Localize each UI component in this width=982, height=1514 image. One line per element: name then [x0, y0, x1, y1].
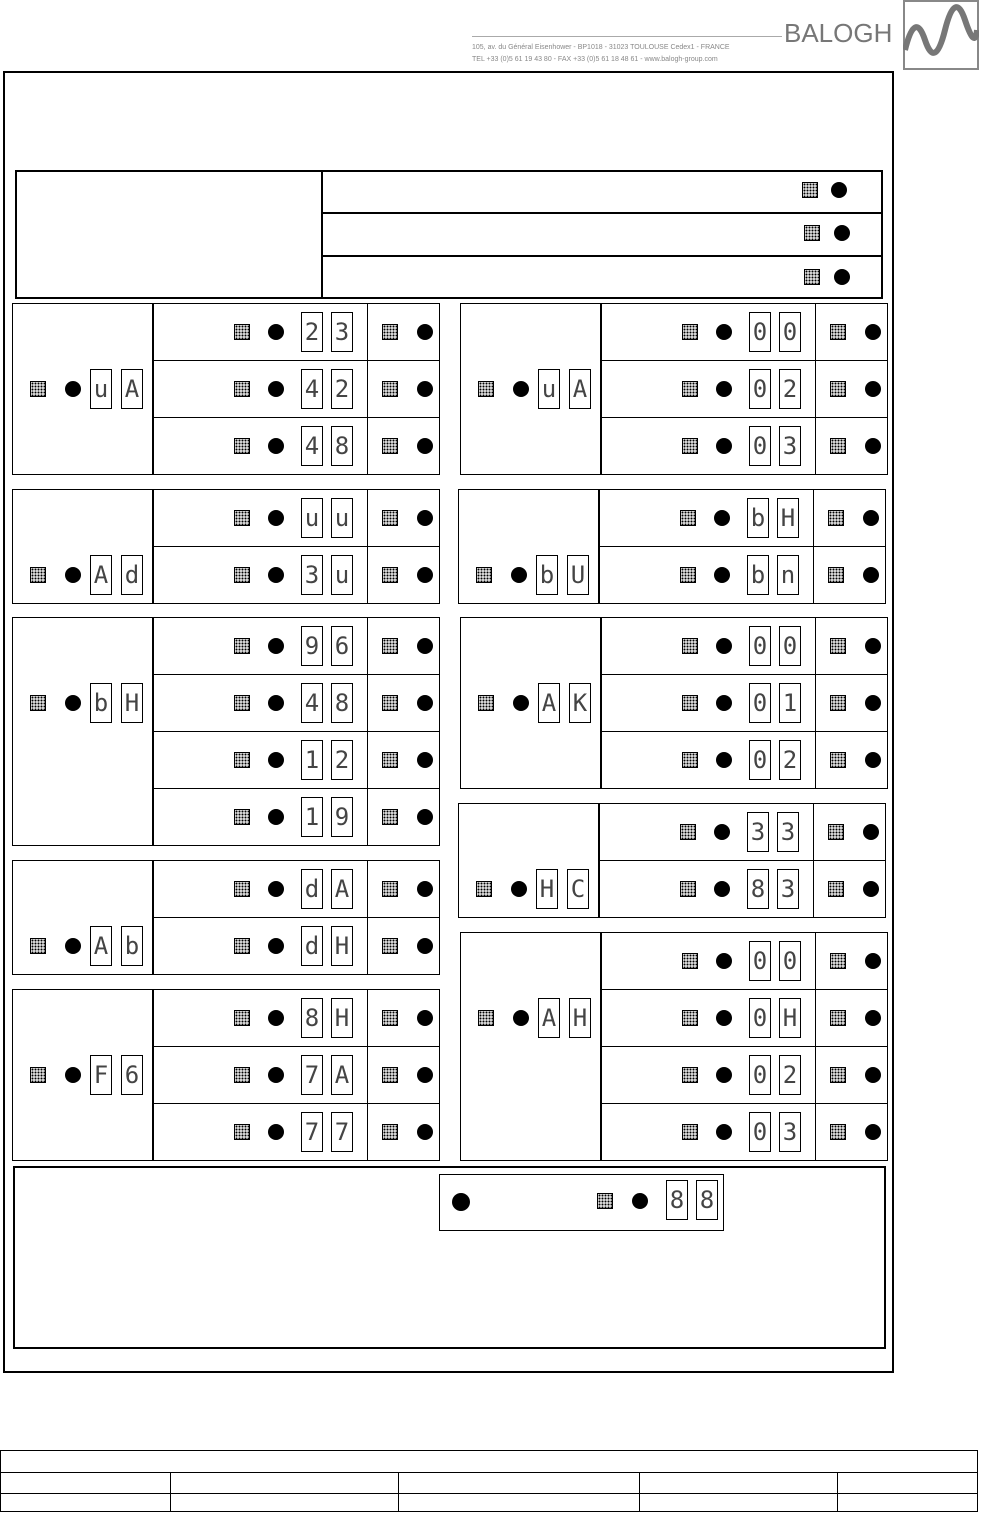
group-code-digit: u	[538, 369, 560, 409]
row-square-indicator	[234, 324, 250, 340]
group-dot-indicator	[65, 1067, 81, 1083]
group-code-digit: H	[536, 869, 558, 909]
group-row-line	[153, 1103, 440, 1104]
row-square-indicator	[382, 752, 398, 768]
row-code-digit: 2	[331, 369, 353, 409]
row-code-digit: 3	[331, 312, 353, 352]
header-rule	[472, 36, 782, 37]
row-code-digit: H	[331, 926, 353, 966]
group-row-line	[599, 546, 886, 547]
row-dot-indicator	[716, 438, 732, 454]
status-dot-indicator	[831, 182, 847, 198]
group-row-line	[153, 360, 440, 361]
row-code-digit: 3	[777, 869, 799, 909]
row-dot-indicator	[268, 1067, 284, 1083]
row-dot-indicator	[863, 824, 879, 840]
row-dot-indicator	[865, 953, 881, 969]
row-code-digit: 7	[301, 1112, 323, 1152]
row-code-digit: d	[301, 869, 323, 909]
row-code-digit: 9	[331, 797, 353, 837]
row-code-digit: 2	[331, 740, 353, 780]
row-dot-indicator	[268, 567, 284, 583]
table-col-line	[398, 1472, 399, 1512]
row-square-indicator	[830, 1010, 846, 1026]
row-square-indicator	[682, 638, 698, 654]
row-code-digit: 0	[779, 312, 801, 352]
row-code-digit: 6	[331, 626, 353, 666]
row-code-digit: 0	[779, 941, 801, 981]
row-dot-indicator	[865, 695, 881, 711]
row-dot-indicator	[716, 695, 732, 711]
row-dot-indicator	[714, 567, 730, 583]
group-divider	[600, 617, 602, 789]
row-code-digit: d	[301, 926, 323, 966]
row-dot-indicator	[417, 1124, 433, 1140]
group-code-digit: b	[121, 926, 143, 966]
status-square-indicator	[804, 269, 820, 285]
row-square-indicator	[382, 381, 398, 397]
group-row-line	[601, 360, 888, 361]
group-row-line	[601, 989, 888, 990]
row-square-indicator	[382, 809, 398, 825]
row-square-indicator	[234, 438, 250, 454]
row-code-digit: 8	[301, 998, 323, 1038]
row-code-digit: H	[777, 498, 799, 538]
row-square-indicator	[830, 438, 846, 454]
row-dot-indicator	[417, 695, 433, 711]
summary-row-line	[322, 212, 882, 214]
row-dot-indicator	[716, 1010, 732, 1026]
group-divider	[367, 989, 368, 1161]
row-code-digit: 0	[779, 626, 801, 666]
group-divider	[600, 303, 602, 475]
address-line-1: 105, av. du Général Eisenhower - BP1018 - 31023 TOULOUSE Cedex1 - FRANCE	[472, 44, 730, 51]
group-dot-indicator	[511, 567, 527, 583]
row-dot-indicator	[417, 438, 433, 454]
footer-digit: 8	[696, 1180, 718, 1220]
row-square-indicator	[680, 824, 696, 840]
row-dot-indicator	[865, 438, 881, 454]
row-code-digit: b	[747, 498, 769, 538]
row-square-indicator	[382, 438, 398, 454]
group-dot-indicator	[65, 567, 81, 583]
row-code-digit: 0	[749, 740, 771, 780]
row-dot-indicator	[417, 324, 433, 340]
row-code-digit: u	[301, 498, 323, 538]
group-square-indicator	[476, 567, 492, 583]
row-square-indicator	[234, 638, 250, 654]
group-square-indicator	[478, 1010, 494, 1026]
row-square-indicator	[682, 695, 698, 711]
table-col-line	[837, 1472, 838, 1512]
row-square-indicator	[234, 938, 250, 954]
row-code-digit: 3	[747, 812, 769, 852]
group-dot-indicator	[65, 938, 81, 954]
table-row-line	[1, 1472, 977, 1473]
row-square-indicator	[382, 1067, 398, 1083]
row-dot-indicator	[268, 938, 284, 954]
row-code-digit: A	[331, 869, 353, 909]
row-square-indicator	[682, 324, 698, 340]
group-row-line	[601, 417, 888, 418]
group-code-digit: b	[536, 555, 558, 595]
group-code-digit: A	[90, 555, 112, 595]
row-dot-indicator	[417, 567, 433, 583]
row-square-indicator	[382, 1124, 398, 1140]
row-dot-indicator	[417, 510, 433, 526]
row-code-digit: 3	[779, 1112, 801, 1152]
group-divider	[152, 989, 154, 1161]
group-divider	[152, 303, 154, 475]
row-dot-indicator	[865, 1010, 881, 1026]
group-square-indicator	[30, 381, 46, 397]
row-square-indicator	[382, 881, 398, 897]
row-code-digit: b	[747, 555, 769, 595]
group-row-line	[153, 917, 440, 918]
row-square-indicator	[830, 1124, 846, 1140]
row-code-digit: 0	[749, 1112, 771, 1152]
group-row-line	[153, 731, 440, 732]
row-dot-indicator	[863, 881, 879, 897]
row-square-indicator	[234, 1010, 250, 1026]
row-square-indicator	[830, 752, 846, 768]
row-dot-indicator	[865, 381, 881, 397]
group-square-indicator	[30, 567, 46, 583]
group-divider	[367, 303, 368, 475]
row-square-indicator	[828, 881, 844, 897]
row-square-indicator	[830, 324, 846, 340]
row-square-indicator	[234, 567, 250, 583]
row-dot-indicator	[268, 438, 284, 454]
group-dot-indicator	[513, 381, 529, 397]
row-dot-indicator	[417, 881, 433, 897]
row-code-digit: 3	[777, 812, 799, 852]
row-dot-indicator	[716, 381, 732, 397]
row-square-indicator	[234, 381, 250, 397]
row-dot-indicator	[268, 510, 284, 526]
row-dot-indicator	[268, 809, 284, 825]
row-square-indicator	[382, 510, 398, 526]
row-square-indicator	[382, 695, 398, 711]
group-row-line	[599, 860, 886, 861]
row-square-indicator	[828, 824, 844, 840]
row-code-digit: u	[331, 498, 353, 538]
row-dot-indicator	[865, 1067, 881, 1083]
row-square-indicator	[682, 438, 698, 454]
row-square-indicator	[234, 881, 250, 897]
row-square-indicator	[830, 953, 846, 969]
group-row-line	[153, 788, 440, 789]
row-square-indicator	[382, 938, 398, 954]
group-code-digit: A	[538, 998, 560, 1038]
group-code-digit: d	[121, 555, 143, 595]
status-dot-indicator	[834, 269, 850, 285]
row-square-indicator	[382, 638, 398, 654]
row-code-digit: 0	[749, 426, 771, 466]
row-code-digit: 4	[301, 369, 323, 409]
row-dot-indicator	[716, 1124, 732, 1140]
group-dot-indicator	[511, 881, 527, 897]
row-dot-indicator	[716, 638, 732, 654]
row-dot-indicator	[865, 752, 881, 768]
row-code-digit: 8	[331, 426, 353, 466]
status-square-indicator	[804, 225, 820, 241]
row-code-digit: 3	[301, 555, 323, 595]
row-square-indicator	[234, 752, 250, 768]
row-code-digit: 7	[301, 1055, 323, 1095]
row-square-indicator	[830, 638, 846, 654]
group-square-indicator	[30, 1067, 46, 1083]
row-dot-indicator	[716, 324, 732, 340]
row-code-digit: H	[779, 998, 801, 1038]
row-code-digit: 2	[301, 312, 323, 352]
row-dot-indicator	[716, 953, 732, 969]
row-square-indicator	[830, 381, 846, 397]
group-row-line	[601, 674, 888, 675]
row-dot-indicator	[268, 695, 284, 711]
row-code-digit: 4	[301, 426, 323, 466]
group-row-line	[153, 546, 440, 547]
table-row-line	[1, 1493, 977, 1494]
footer-digit: 8	[666, 1180, 688, 1220]
row-dot-indicator	[268, 638, 284, 654]
row-square-indicator	[382, 324, 398, 340]
group-dot-indicator	[513, 695, 529, 711]
summary-row-line	[322, 255, 882, 257]
row-code-digit: 4	[301, 683, 323, 723]
row-dot-indicator	[716, 752, 732, 768]
row-square-indicator	[830, 1067, 846, 1083]
row-square-indicator	[382, 1010, 398, 1026]
row-code-digit: 1	[779, 683, 801, 723]
group-code-digit: C	[567, 869, 589, 909]
row-dot-indicator	[268, 1124, 284, 1140]
row-code-digit: 8	[747, 869, 769, 909]
row-code-digit: A	[331, 1055, 353, 1095]
row-square-indicator	[234, 695, 250, 711]
row-code-digit: n	[777, 555, 799, 595]
row-code-digit: 1	[301, 797, 323, 837]
group-divider	[815, 617, 816, 789]
row-square-indicator	[682, 752, 698, 768]
summary-box	[15, 170, 883, 299]
summary-divider	[321, 171, 323, 298]
row-dot-indicator	[863, 567, 879, 583]
group-dot-indicator	[513, 1010, 529, 1026]
footer-square-indicator	[597, 1193, 613, 1209]
group-dot-indicator	[65, 695, 81, 711]
row-code-digit: 2	[779, 369, 801, 409]
row-dot-indicator	[268, 752, 284, 768]
row-code-digit: 9	[301, 626, 323, 666]
row-dot-indicator	[863, 510, 879, 526]
document-footer-table	[0, 1450, 978, 1512]
row-dot-indicator	[865, 638, 881, 654]
group-code-digit: u	[90, 369, 112, 409]
row-dot-indicator	[417, 809, 433, 825]
row-code-digit: 7	[331, 1112, 353, 1152]
row-square-indicator	[828, 567, 844, 583]
row-square-indicator	[234, 510, 250, 526]
table-col-line	[170, 1472, 171, 1512]
group-code-digit: b	[90, 683, 112, 723]
row-code-digit: 0	[749, 312, 771, 352]
group-square-indicator	[478, 695, 494, 711]
row-square-indicator	[234, 809, 250, 825]
table-col-line	[639, 1472, 640, 1512]
row-code-digit: 0	[749, 683, 771, 723]
row-dot-indicator	[714, 881, 730, 897]
row-code-digit: 0	[749, 369, 771, 409]
footer-dot-indicator	[452, 1193, 470, 1211]
row-square-indicator	[234, 1067, 250, 1083]
row-code-digit: 8	[331, 683, 353, 723]
row-code-digit: 2	[779, 740, 801, 780]
group-row-line	[153, 674, 440, 675]
row-code-digit: H	[331, 998, 353, 1038]
group-square-indicator	[476, 881, 492, 897]
group-square-indicator	[478, 381, 494, 397]
row-square-indicator	[830, 695, 846, 711]
row-square-indicator	[682, 1067, 698, 1083]
row-code-digit: 0	[749, 1055, 771, 1095]
group-code-digit: A	[121, 369, 143, 409]
row-square-indicator	[680, 567, 696, 583]
row-square-indicator	[682, 953, 698, 969]
row-dot-indicator	[417, 638, 433, 654]
row-dot-indicator	[714, 824, 730, 840]
row-square-indicator	[234, 1124, 250, 1140]
group-code-digit: A	[90, 926, 112, 966]
group-code-digit: K	[569, 683, 591, 723]
address-line-2: TEL +33 (0)5 61 19 43 80 - FAX +33 (0)5 61 18 48 61 - www.balogh-group.com	[472, 56, 718, 63]
status-dot-indicator	[834, 225, 850, 241]
row-dot-indicator	[417, 938, 433, 954]
group-square-indicator	[30, 695, 46, 711]
footer-dot-indicator-2	[632, 1193, 648, 1209]
row-code-digit: 0	[749, 626, 771, 666]
group-code-digit: A	[569, 369, 591, 409]
row-dot-indicator	[417, 1010, 433, 1026]
group-code-digit: H	[569, 998, 591, 1038]
row-code-digit: 2	[779, 1055, 801, 1095]
row-dot-indicator	[714, 510, 730, 526]
group-code-digit: H	[121, 683, 143, 723]
row-square-indicator	[680, 881, 696, 897]
row-dot-indicator	[268, 881, 284, 897]
row-dot-indicator	[716, 1067, 732, 1083]
row-square-indicator	[828, 510, 844, 526]
group-square-indicator	[30, 938, 46, 954]
row-square-indicator	[680, 510, 696, 526]
row-code-digit: 1	[301, 740, 323, 780]
group-divider	[815, 303, 816, 475]
group-code-digit: F	[90, 1055, 112, 1095]
group-code-digit: 6	[121, 1055, 143, 1095]
row-square-indicator	[682, 381, 698, 397]
group-row-line	[601, 731, 888, 732]
group-row-line	[153, 1046, 440, 1047]
row-code-digit: 0	[749, 941, 771, 981]
group-code-digit: U	[567, 555, 589, 595]
row-dot-indicator	[865, 1124, 881, 1140]
row-code-digit: 3	[779, 426, 801, 466]
row-square-indicator	[682, 1010, 698, 1026]
row-code-digit: 0	[749, 998, 771, 1038]
row-dot-indicator	[865, 324, 881, 340]
brand-name: BALOGH	[784, 18, 893, 48]
row-dot-indicator	[268, 324, 284, 340]
row-dot-indicator	[417, 752, 433, 768]
balogh-wave-logo	[903, 0, 979, 70]
row-square-indicator	[682, 1124, 698, 1140]
row-square-indicator	[382, 567, 398, 583]
status-square-indicator	[802, 182, 818, 198]
row-dot-indicator	[417, 1067, 433, 1083]
group-code-digit: A	[538, 683, 560, 723]
row-dot-indicator	[268, 381, 284, 397]
row-dot-indicator	[417, 381, 433, 397]
group-dot-indicator	[65, 381, 81, 397]
group-row-line	[153, 417, 440, 418]
row-code-digit: u	[331, 555, 353, 595]
group-row-line	[601, 1103, 888, 1104]
row-dot-indicator	[268, 1010, 284, 1026]
group-row-line	[601, 1046, 888, 1047]
